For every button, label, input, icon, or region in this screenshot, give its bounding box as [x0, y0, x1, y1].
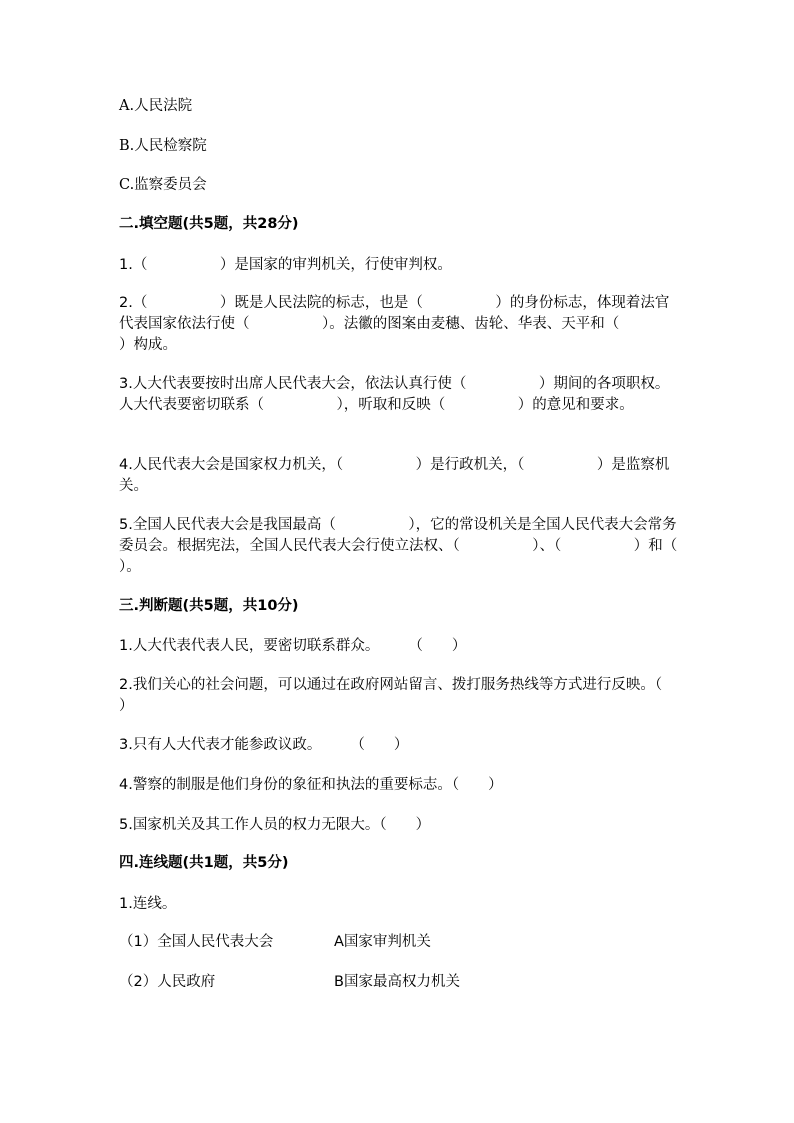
- option-b: B.人民检察院: [119, 138, 207, 154]
- match-left-item-2: （2）人民政府: [119, 974, 216, 990]
- fill-question-2: 2.（ ）既是人民法院的标志，也是（ ）的身份标志，体现着法官代表国家依法行使（ ）。法徽的图案由麦穗、齿轮、华表、天平和（ ）构成。: [119, 295, 692, 353]
- judge-question-3: 3.只有人大代表才能参政议政。 （ ）: [119, 737, 409, 753]
- judge-question-5: 5.国家机关及其工作人员的权力无限大。（ ）: [119, 817, 431, 833]
- option-c: C.监察委员会: [119, 177, 207, 193]
- option-a: A.人民法院: [119, 98, 193, 114]
- fill-question-1: 1.（ ）是国家的审判机关，行使审判权。: [119, 257, 452, 273]
- match-right-item-a: A国家审判机关: [334, 934, 431, 950]
- fill-question-3: 3.人大代表要按时出席人民代表大会，依法认真行使（ ）期间的各项职权。人大代表要密切联系（ ），听取和反映（ ）的意见和要求。: [119, 376, 670, 413]
- judge-question-2: 2.我们关心的社会问题，可以通过在政府网站留言、拨打服务热线等方式进行反映。（ ）: [119, 677, 692, 714]
- match-right-item-b: B国家最高权力机关: [334, 974, 460, 990]
- judge-section-heading: 三.判断题(共5题，共10分): [119, 598, 299, 614]
- match-left-item-1: （1）全国人民代表大会: [119, 934, 274, 950]
- fill-question-5: 5.全国人民代表大会是我国最高（ ），它的常设机关是全国人民代表大会常务委员会。根据宪法，全国人民代表大会行使立法权、（ ）、（ ）和（ ）。: [119, 517, 750, 575]
- match-section-heading: 四.连线题(共1题，共5分): [119, 855, 289, 871]
- fill-question-4: 4.人民代表大会是国家权力机关，（ ）是行政机关，（ ）是监察机关。: [119, 457, 670, 494]
- judge-question-4: 4.警察的制服是他们身份的象征和执法的重要标志。（ ）: [119, 777, 503, 793]
- match-instruction: 1.连线。: [119, 896, 177, 912]
- judge-question-1: 1.人大代表代表人民，要密切联系群众。 （ ）: [119, 638, 467, 654]
- fill-section-heading: 二.填空题(共5题，共28分): [119, 216, 299, 232]
